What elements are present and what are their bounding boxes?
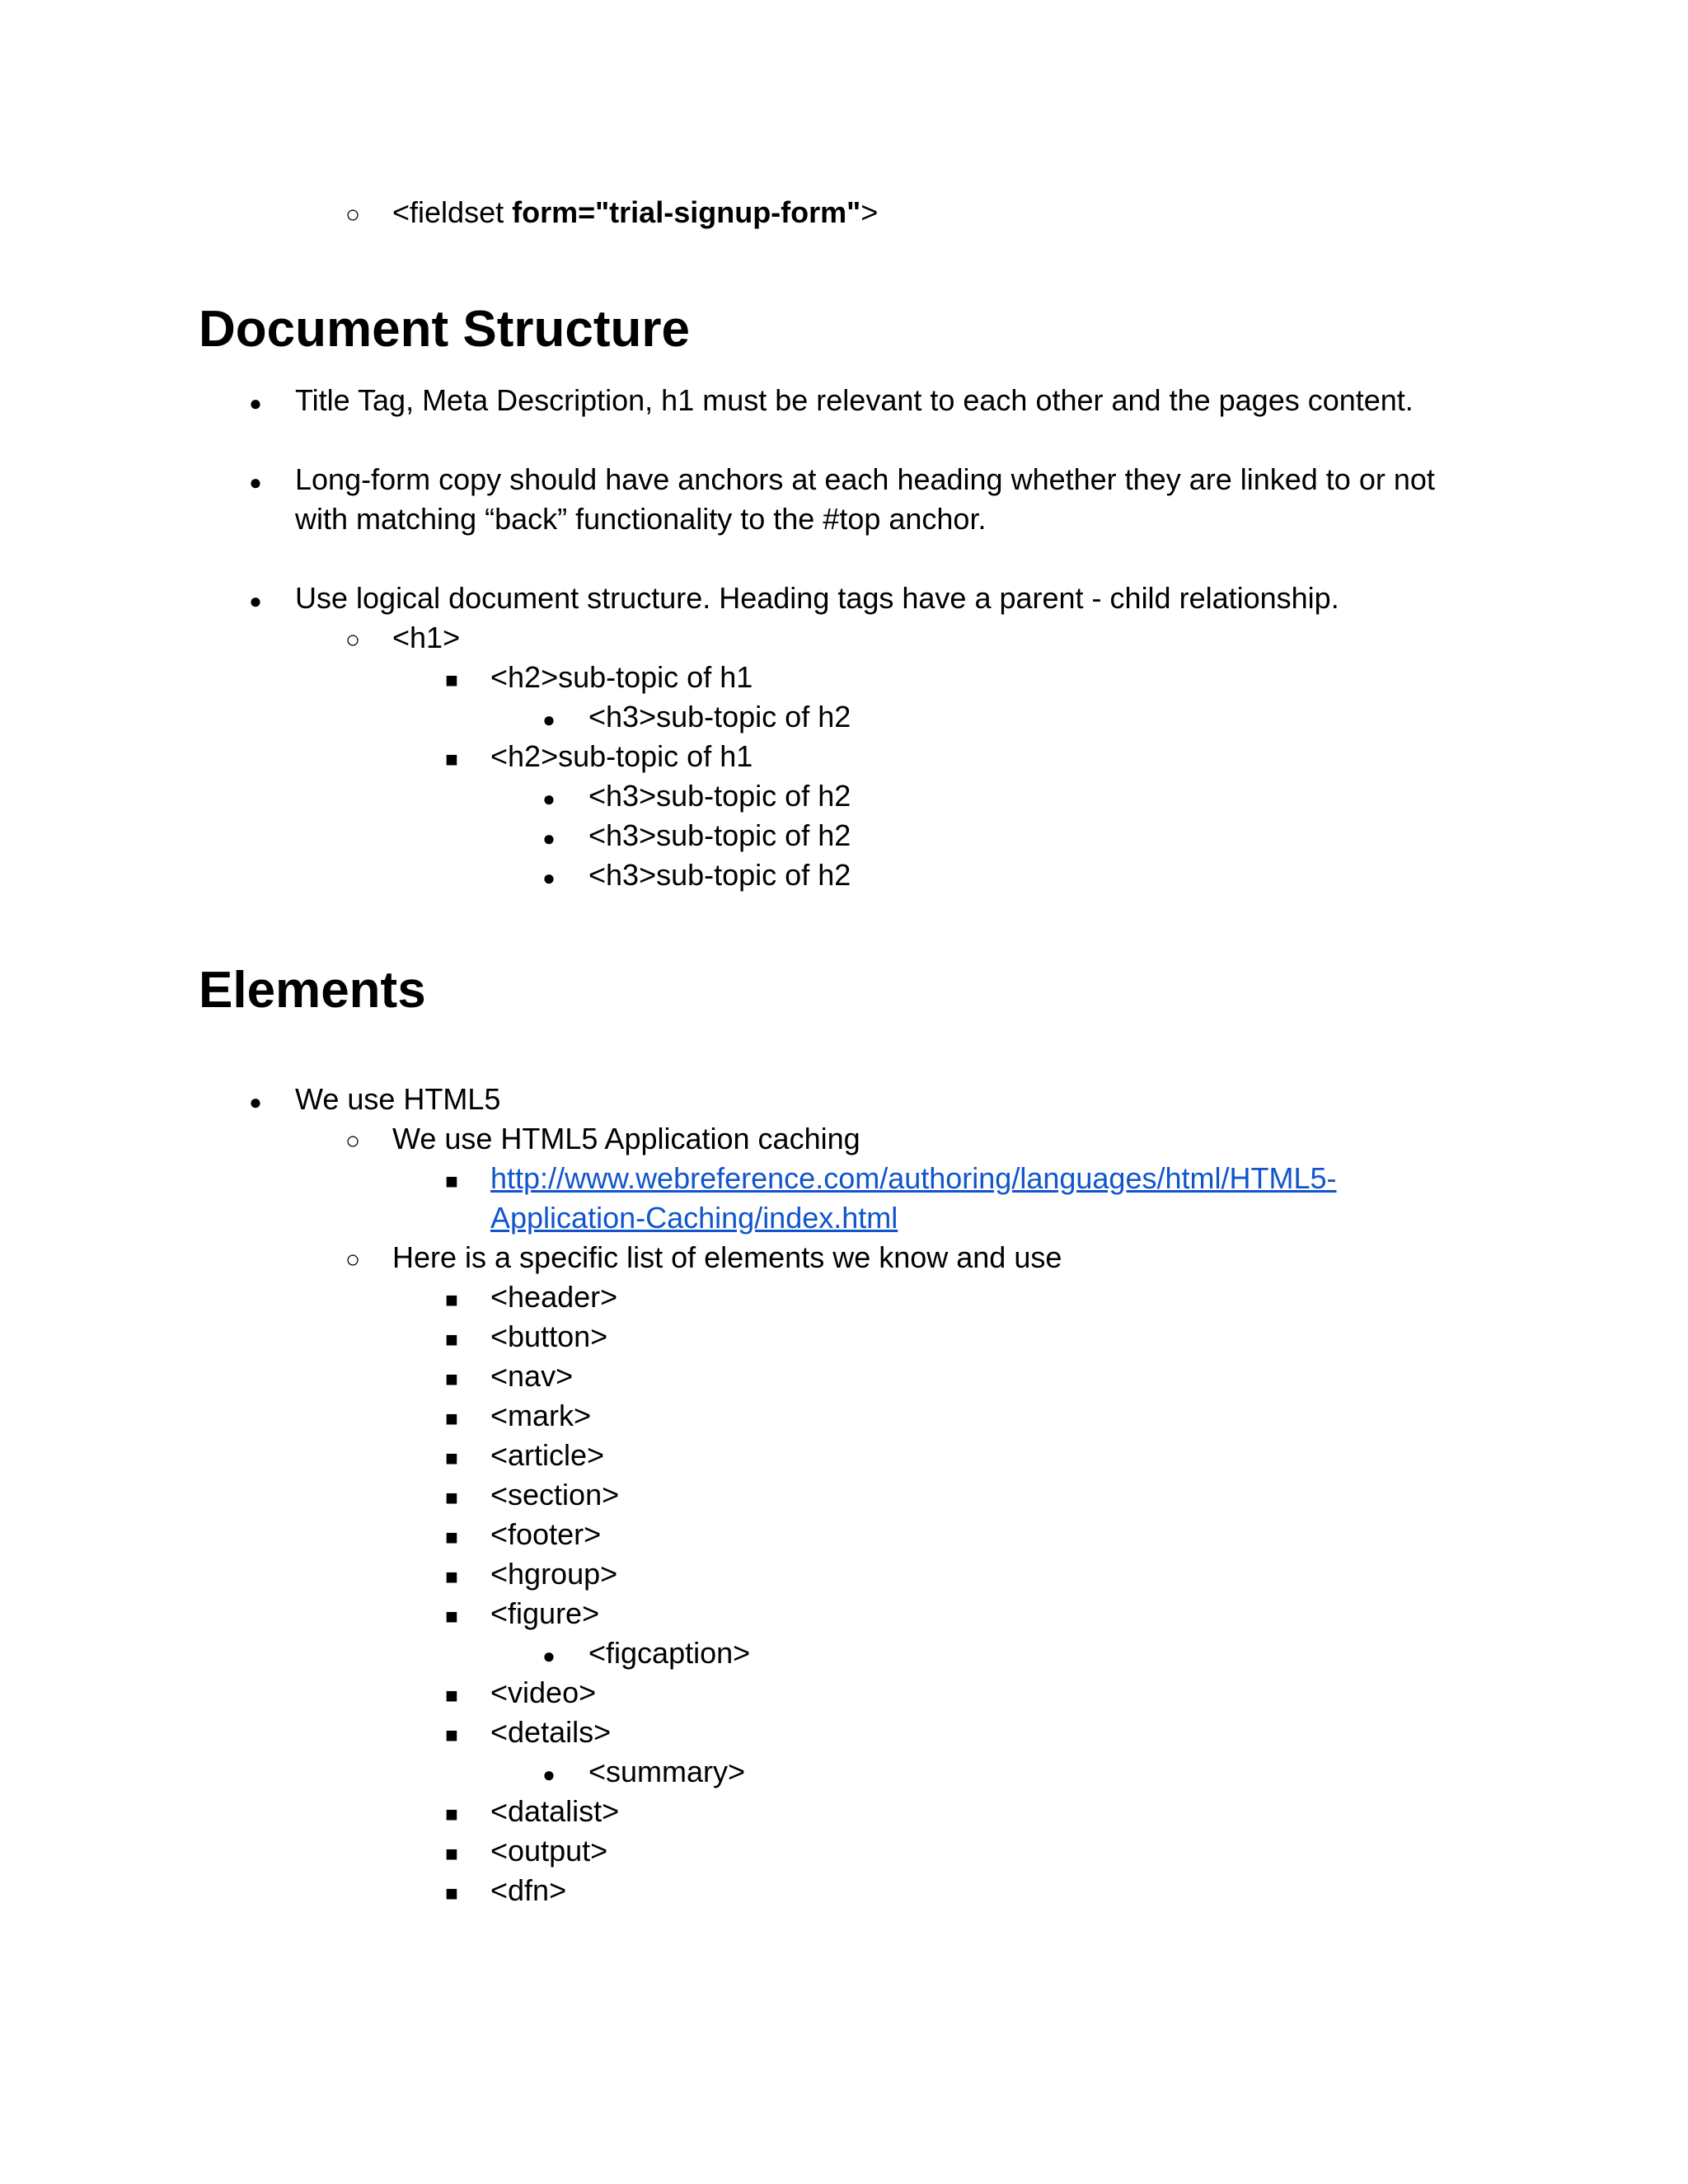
element-datalist: <datalist> [490,1794,620,1828]
webreference-link-part2[interactable]: Application-Caching/index.html [490,1201,898,1235]
tree-h2-a: <h2>sub-topic of h1 [490,660,753,694]
square-bullet-icon [435,1475,468,1517]
element-section: <section> [490,1478,620,1511]
element-hgroup: <hgroup> [490,1557,618,1591]
disc-bullet-icon [532,855,565,898]
bullet-long-form-line2: with matching “back” functionality to the #top anchor. [295,502,987,536]
square-bullet-icon [435,1831,468,1873]
square-bullet-icon [435,1713,468,1755]
square-bullet-icon [435,1594,468,1636]
element-mark: <mark> [490,1399,592,1432]
bullet-long-form-line1: Long-form copy should have anchors at each heading whether they are linked to or not [295,462,1435,496]
disc-bullet-icon [532,1633,565,1675]
circle-bullet-icon [336,193,369,235]
tree-h1: <h1> [392,621,461,654]
disc-bullet-icon [239,579,272,621]
bullet-html5: We use HTML5 [295,1082,501,1116]
disc-bullet-icon [532,776,565,818]
element-figure: <figure> [490,1596,600,1630]
element-footer: <footer> [490,1517,602,1551]
element-output: <output> [490,1834,608,1868]
fieldset-suffix: > [860,195,879,229]
square-bullet-icon [435,1871,468,1913]
webreference-link-line1[interactable] [490,1159,1337,1198]
element-dfn: <dfn> [490,1873,567,1907]
square-bullet-icon [435,1673,468,1715]
bullet-title-tag: Title Tag, Meta Description, h1 must be relevant to each other and the pages content. [295,383,1414,417]
element-summary: <summary> [588,1755,746,1788]
bullet-logical-structure: Use logical document structure. Heading tags have a parent - child relationship. [295,581,1339,615]
square-bullet-icon [435,1515,468,1557]
square-bullet-icon [435,1396,468,1438]
element-figcaption: <figcaption> [588,1636,751,1670]
square-bullet-icon [435,1554,468,1596]
element-video: <video> [490,1675,597,1709]
disc-bullet-icon [532,816,565,858]
disc-bullet-icon [532,697,565,739]
element-button: <button> [490,1319,608,1353]
square-bullet-icon [435,1317,468,1359]
disc-bullet-icon [239,1080,272,1122]
square-bullet-icon [435,1357,468,1399]
heading-document-structure: Document Structure [199,301,690,358]
tree-h3-a1: <h3>sub-topic of h2 [588,700,851,733]
circle-bullet-icon [336,618,369,660]
square-bullet-icon [435,1277,468,1319]
tree-h3-b3: <h3>sub-topic of h2 [588,858,851,892]
tree-h2-b: <h2>sub-topic of h1 [490,739,753,773]
element-details: <details> [490,1715,612,1749]
disc-bullet-icon [239,381,272,423]
square-bullet-icon [435,658,468,700]
element-header: <header> [490,1280,618,1314]
heading-elements: Elements [199,962,426,1019]
webreference-link-line2[interactable] [490,1198,898,1238]
square-bullet-icon [435,1159,468,1201]
circle-bullet-icon [336,1238,369,1280]
fieldset-prefix: <fieldset [392,195,513,229]
bullet-list-intro: Here is a specific list of elements we know and use [392,1240,1062,1274]
disc-bullet-icon [239,460,272,502]
square-bullet-icon [435,1436,468,1478]
fieldset-line [392,193,878,232]
element-article: <article> [490,1438,605,1472]
tree-h3-b1: <h3>sub-topic of h2 [588,779,851,813]
tree-h3-b2: <h3>sub-topic of h2 [588,818,851,852]
square-bullet-icon [435,1792,468,1834]
webreference-link-part1[interactable]: http://www.webreference.com/authoring/languages/html/HTML5- [490,1161,1337,1195]
element-nav: <nav> [490,1359,574,1393]
disc-bullet-icon [532,1752,565,1794]
fieldset-attr: form="trial-signup-form" [512,195,861,229]
circle-bullet-icon [336,1119,369,1161]
bullet-app-cache: We use HTML5 Application caching [392,1122,860,1155]
square-bullet-icon [435,737,468,779]
